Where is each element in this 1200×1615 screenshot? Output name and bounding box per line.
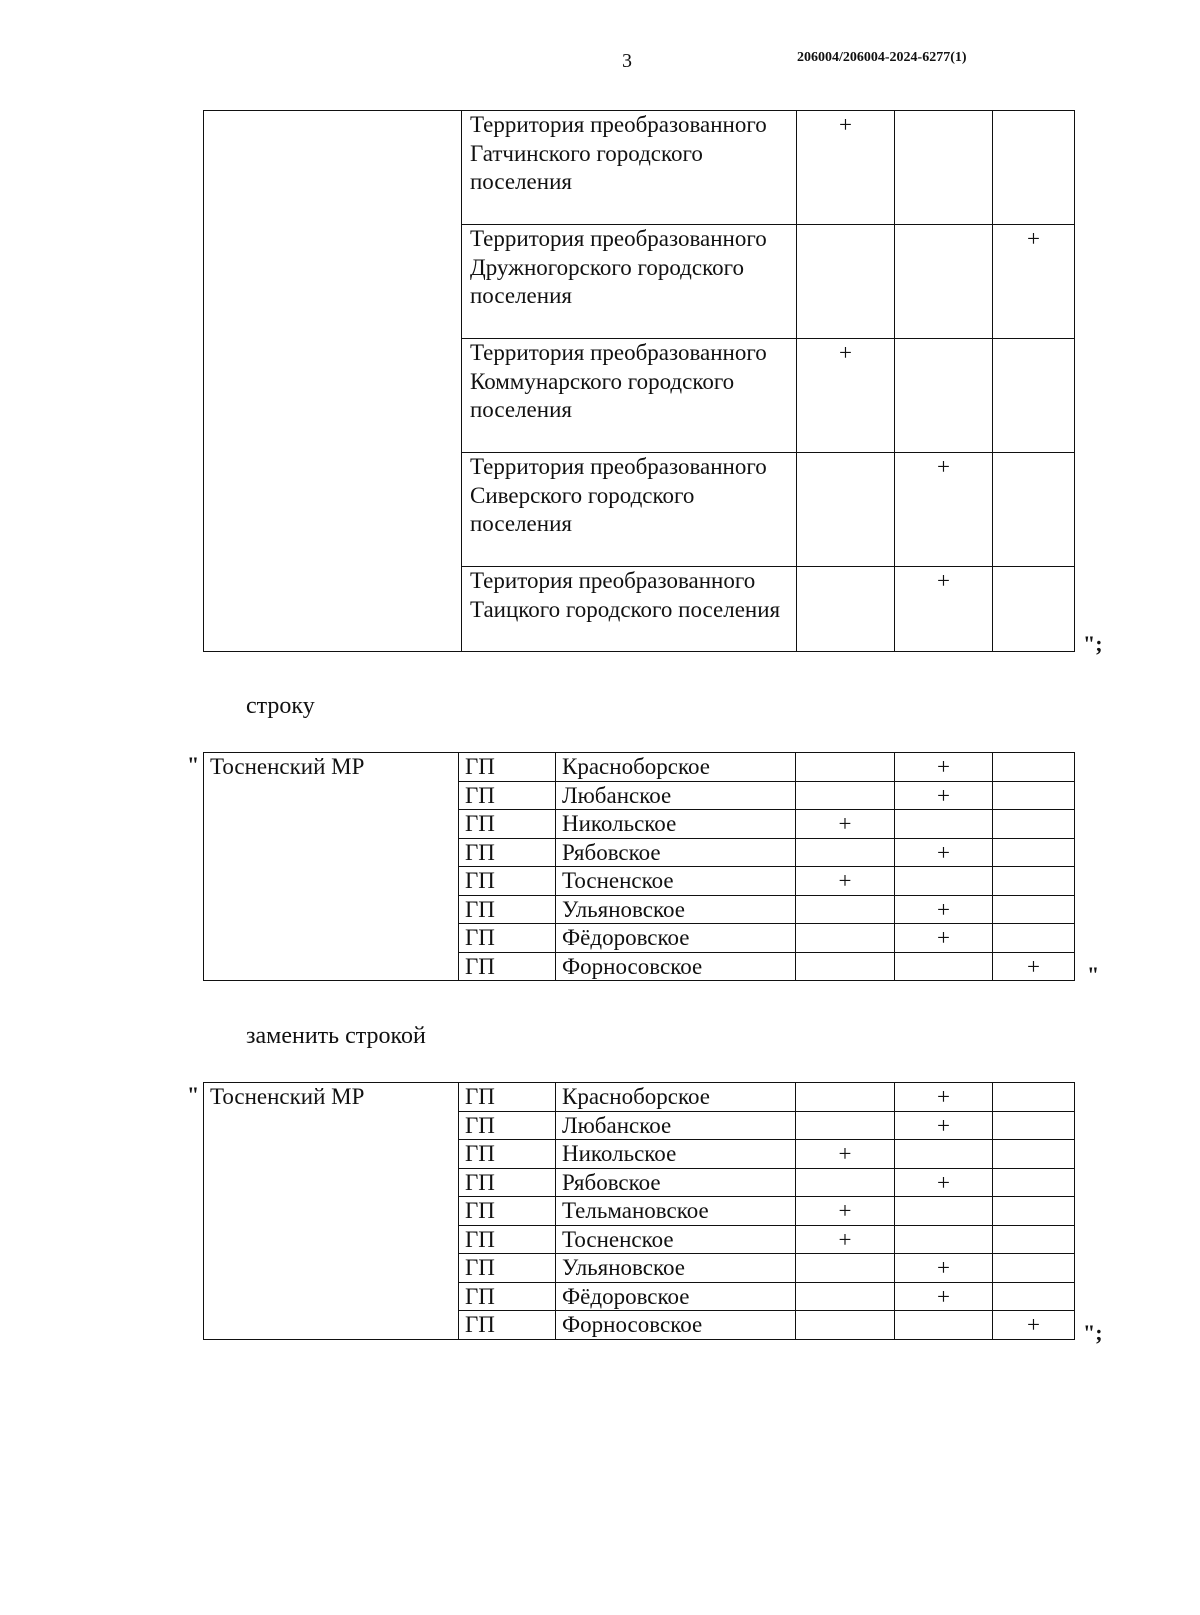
mark-cell <box>895 952 993 981</box>
closing-quote: "; <box>1083 631 1103 656</box>
territory-name: Территория преобразованного Сиверского городского поселения <box>462 453 797 567</box>
mark-cell <box>796 1282 895 1311</box>
mark-cell <box>993 924 1075 953</box>
settlement-name: Форносовское <box>556 1311 796 1340</box>
settlement-type: ГП <box>459 1225 556 1254</box>
settlement-name: Тосненское <box>556 867 796 896</box>
district-name: Тосненский МР <box>204 1083 459 1340</box>
mark-cell <box>895 1225 993 1254</box>
opening-quote: " <box>187 1082 200 1107</box>
label-replace: заменить строкой <box>246 1023 426 1049</box>
settlement-name: Рябовское <box>556 1168 796 1197</box>
settlement-name: Никольское <box>556 1140 796 1169</box>
table-row <box>204 111 1075 225</box>
mark-cell: + <box>895 1083 993 1112</box>
mark-cell <box>796 895 895 924</box>
mark-cell <box>993 838 1075 867</box>
mark-cell <box>993 753 1075 782</box>
settlement-name: Тельмановское <box>556 1197 796 1226</box>
settlement-type: ГП <box>459 753 556 782</box>
mark-cell <box>895 1311 993 1340</box>
mark-cell <box>796 1111 895 1140</box>
mark-cell <box>895 225 993 339</box>
settlement-type: ГП <box>459 810 556 839</box>
opening-quote: " <box>187 752 200 777</box>
settlement-type: ГП <box>459 1111 556 1140</box>
table-row <box>204 1083 1075 1112</box>
mark-cell: + <box>797 111 895 225</box>
settlement-type: ГП <box>459 867 556 896</box>
mark-cell <box>895 111 993 225</box>
settlement-type: ГП <box>459 781 556 810</box>
mark-cell <box>993 895 1075 924</box>
settlement-type: ГП <box>459 1083 556 1112</box>
mark-cell <box>993 1140 1075 1169</box>
mark-cell <box>796 952 895 981</box>
settlement-type: ГП <box>459 924 556 953</box>
mark-cell <box>797 225 895 339</box>
mark-cell <box>993 1282 1075 1311</box>
mark-cell <box>993 1197 1075 1226</box>
territory-name: Территория преобразованного Гатчинского городского поселения <box>462 111 797 225</box>
settlement-name: Ульяновское <box>556 1254 796 1283</box>
settlement-type: ГП <box>459 1282 556 1311</box>
mark-cell: + <box>796 1225 895 1254</box>
mark-cell: + <box>895 838 993 867</box>
settlement-name: Красноборское <box>556 753 796 782</box>
settlement-name: Тосненское <box>556 1225 796 1254</box>
mark-cell <box>895 1197 993 1226</box>
settlement-name: Любанское <box>556 1111 796 1140</box>
mark-cell <box>993 453 1075 567</box>
settlement-type: ГП <box>459 1311 556 1340</box>
label-string: строку <box>246 693 315 719</box>
mark-cell <box>796 781 895 810</box>
settlement-type: ГП <box>459 895 556 924</box>
mark-cell: + <box>796 867 895 896</box>
settlement-name: Форносовское <box>556 952 796 981</box>
mark-cell: + <box>796 1197 895 1226</box>
table-row <box>204 753 1075 782</box>
settlement-type: ГП <box>459 838 556 867</box>
mark-cell <box>895 1140 993 1169</box>
mark-cell <box>993 339 1075 453</box>
territory-name: Територия преобразованного Таицкого городского поселения <box>462 567 797 652</box>
mark-cell <box>796 1311 895 1340</box>
mark-cell <box>796 838 895 867</box>
mark-cell: + <box>895 1168 993 1197</box>
closing-quote: "; <box>1083 1320 1103 1345</box>
mark-cell: + <box>993 952 1075 981</box>
settlement-type: ГП <box>459 1168 556 1197</box>
mark-cell <box>797 567 895 652</box>
settlement-type: ГП <box>459 1140 556 1169</box>
settlement-name: Любанское <box>556 781 796 810</box>
original-rows-table <box>203 752 1075 981</box>
mark-cell: + <box>796 1140 895 1169</box>
mark-cell <box>796 1083 895 1112</box>
mark-cell <box>993 1168 1075 1197</box>
mark-cell <box>796 1168 895 1197</box>
mark-cell <box>993 1111 1075 1140</box>
mark-cell: + <box>796 810 895 839</box>
settlement-name: Фёдоровское <box>556 1282 796 1311</box>
mark-cell: + <box>895 753 993 782</box>
mark-cell <box>993 1083 1075 1112</box>
mark-cell: + <box>993 225 1075 339</box>
settlement-type: ГП <box>459 952 556 981</box>
mark-cell: + <box>895 781 993 810</box>
mark-cell: + <box>895 453 993 567</box>
mark-cell <box>993 867 1075 896</box>
mark-cell <box>796 924 895 953</box>
closing-quote: " <box>1087 962 1100 987</box>
mark-cell <box>895 810 993 839</box>
page-number: 3 <box>622 50 632 72</box>
mark-cell <box>797 453 895 567</box>
mark-cell: + <box>797 339 895 453</box>
territory-table <box>203 110 1075 652</box>
settlement-name: Никольское <box>556 810 796 839</box>
settlement-name: Ульяновское <box>556 895 796 924</box>
mark-cell: + <box>993 1311 1075 1340</box>
mark-cell <box>993 810 1075 839</box>
settlement-type: ГП <box>459 1254 556 1283</box>
mark-cell: + <box>895 567 993 652</box>
mark-cell: + <box>895 1254 993 1283</box>
mark-cell <box>993 1225 1075 1254</box>
settlement-name: Рябовское <box>556 838 796 867</box>
mark-cell: + <box>895 924 993 953</box>
mark-cell <box>993 567 1075 652</box>
mark-cell <box>895 867 993 896</box>
mark-cell <box>993 111 1075 225</box>
mark-cell <box>796 1254 895 1283</box>
mark-cell <box>993 781 1075 810</box>
settlement-type: ГП <box>459 1197 556 1226</box>
settlement-name: Фёдоровское <box>556 924 796 953</box>
territory-name: Территория преобразованного Коммунарского городского поселения <box>462 339 797 453</box>
document-id: 206004/206004-2024-6277(1) <box>797 50 967 65</box>
mark-cell: + <box>895 895 993 924</box>
mark-cell <box>993 1254 1075 1283</box>
mark-cell <box>796 753 895 782</box>
district-cell <box>204 111 462 652</box>
district-name: Тосненский МР <box>204 753 459 981</box>
territory-name: Территория преобразованного Дружногорского городского поселения <box>462 225 797 339</box>
mark-cell <box>895 339 993 453</box>
replacement-rows-table <box>203 1082 1075 1340</box>
settlement-name: Красноборское <box>556 1083 796 1112</box>
mark-cell: + <box>895 1111 993 1140</box>
mark-cell: + <box>895 1282 993 1311</box>
